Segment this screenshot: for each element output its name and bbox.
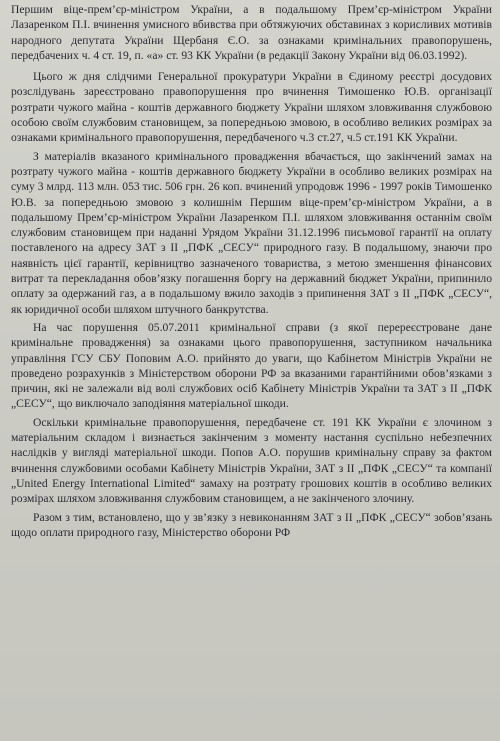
paragraph-registration: Цього ж дня слідчими Генеральної прокуратури України в Єдиному реєстрі досудових розслідувань зареєстровано правопорушення про вчинення Тимошенко Ю.В. організації розтрати чужого майна - коштів державного бюджету України шляхом зловживання службовою особою своїм службовим становищем, за попередньою змовою, в особливо великих розмірах за ознаками кримінального правопорушення, передбаченого ч.3 ст.27, ч.5 ст.191 КК України.: [11, 70, 492, 145]
paragraph-legal-qualification: Оскільки кримінальне правопорушення, передбачене ст. 191 КК України є злочином з матеріальним складом і визнається закінченим з моменту настання суспільно небезпечних наслідків у вигляді матеріальної шкоди. Попов А.О. порушив кримінальну справу за фактом вчинення службовими особами Кабінету Міністрів України, ЗАТ з ІІ „ПФК „СЕСУ“ та компанії „United Energy International Limited“ замаху на розтрату грошових коштів в особливо великих розмірах шляхом зловживання службовим становищем, а не закінченого злочину.: [11, 415, 492, 506]
paragraph-case-initiation: На час порушення 05.07.2011 кримінальної справи (з якої перереєстроване дане кримінальне провадження) за ознаками цього правопорушення, заступником начальника управління ГСУ СБУ Поповим А.О. прийнято до уваги, що Кабінетом Міністрів України не проведено розрахунків з Міністерством оборони РФ за вказаними гарантійними обов’язками з причин, які не залежали від волі службових осіб Кабінету Міністрів України та ЗАТ з ІІ „ПФК „СЕСУ“, що виключало заподіяння матеріальної шкоди.: [11, 320, 492, 411]
paragraph-case-materials: З матеріалів вказаного кримінального провадження вбачається, що закінчений замах на розтрату чужого майна - коштів державного бюджету України в особливо великих розмірах на суму 3 млрд. 113 млн. 053 тис. 506 грн. 26 коп. вчинений упродовж 1996 - 1997 років Тимошенко Ю.В. за попередньою змовою з колишнім Першим віце-прем’єр-міністром України, а в подальшому Прем’єр-міністром України Лазаренком П.І. шляхом зловживання останнім своїм службовим становищем при наданні Урядом України 31.12.1996 письмової гарантії на оплату поставленого на адресу ЗАТ з ІІ „ПФК „СЕСУ“ природного газу. В подальшому, знаючи про наявність цієї гарантії, керівництво зазначеного товариства, з метою зменшення фінансових витрат та перекладання обов’язку погашення боргу на державний бюджет України, припинило оплату за одержаний газ, а в подальшому вжило заходів з припинення ЗАТ з ІІ „ПФК „СЕСУ“, як юридичної особи шляхом штучного банкрутства.: [11, 149, 492, 316]
paragraph-closing-fragment: Разом з тим, встановлено, що у зв’язку з невиконанням ЗАТ з ІІ „ПФК „СЕСУ“ зобов’язань щодо оплати природного газу, Міністерство оборони РФ: [11, 510, 492, 539]
paragraph-accusation-continuation: Першим віце-прем’єр-міністром України, а в подальшому Прем’єр-міністром України Лазаренком П.І. вчинення умисного вбивства при обтяжуючих обставинах з корисливих мотивів народного депутата України Щербаня Є.О. за ознаками кримінальних правопорушень, передбачених ч. 4 ст. 19, п. «а» ст. 93 КК України (в редакції Закону України від 06.03.1992).: [11, 3, 492, 62]
